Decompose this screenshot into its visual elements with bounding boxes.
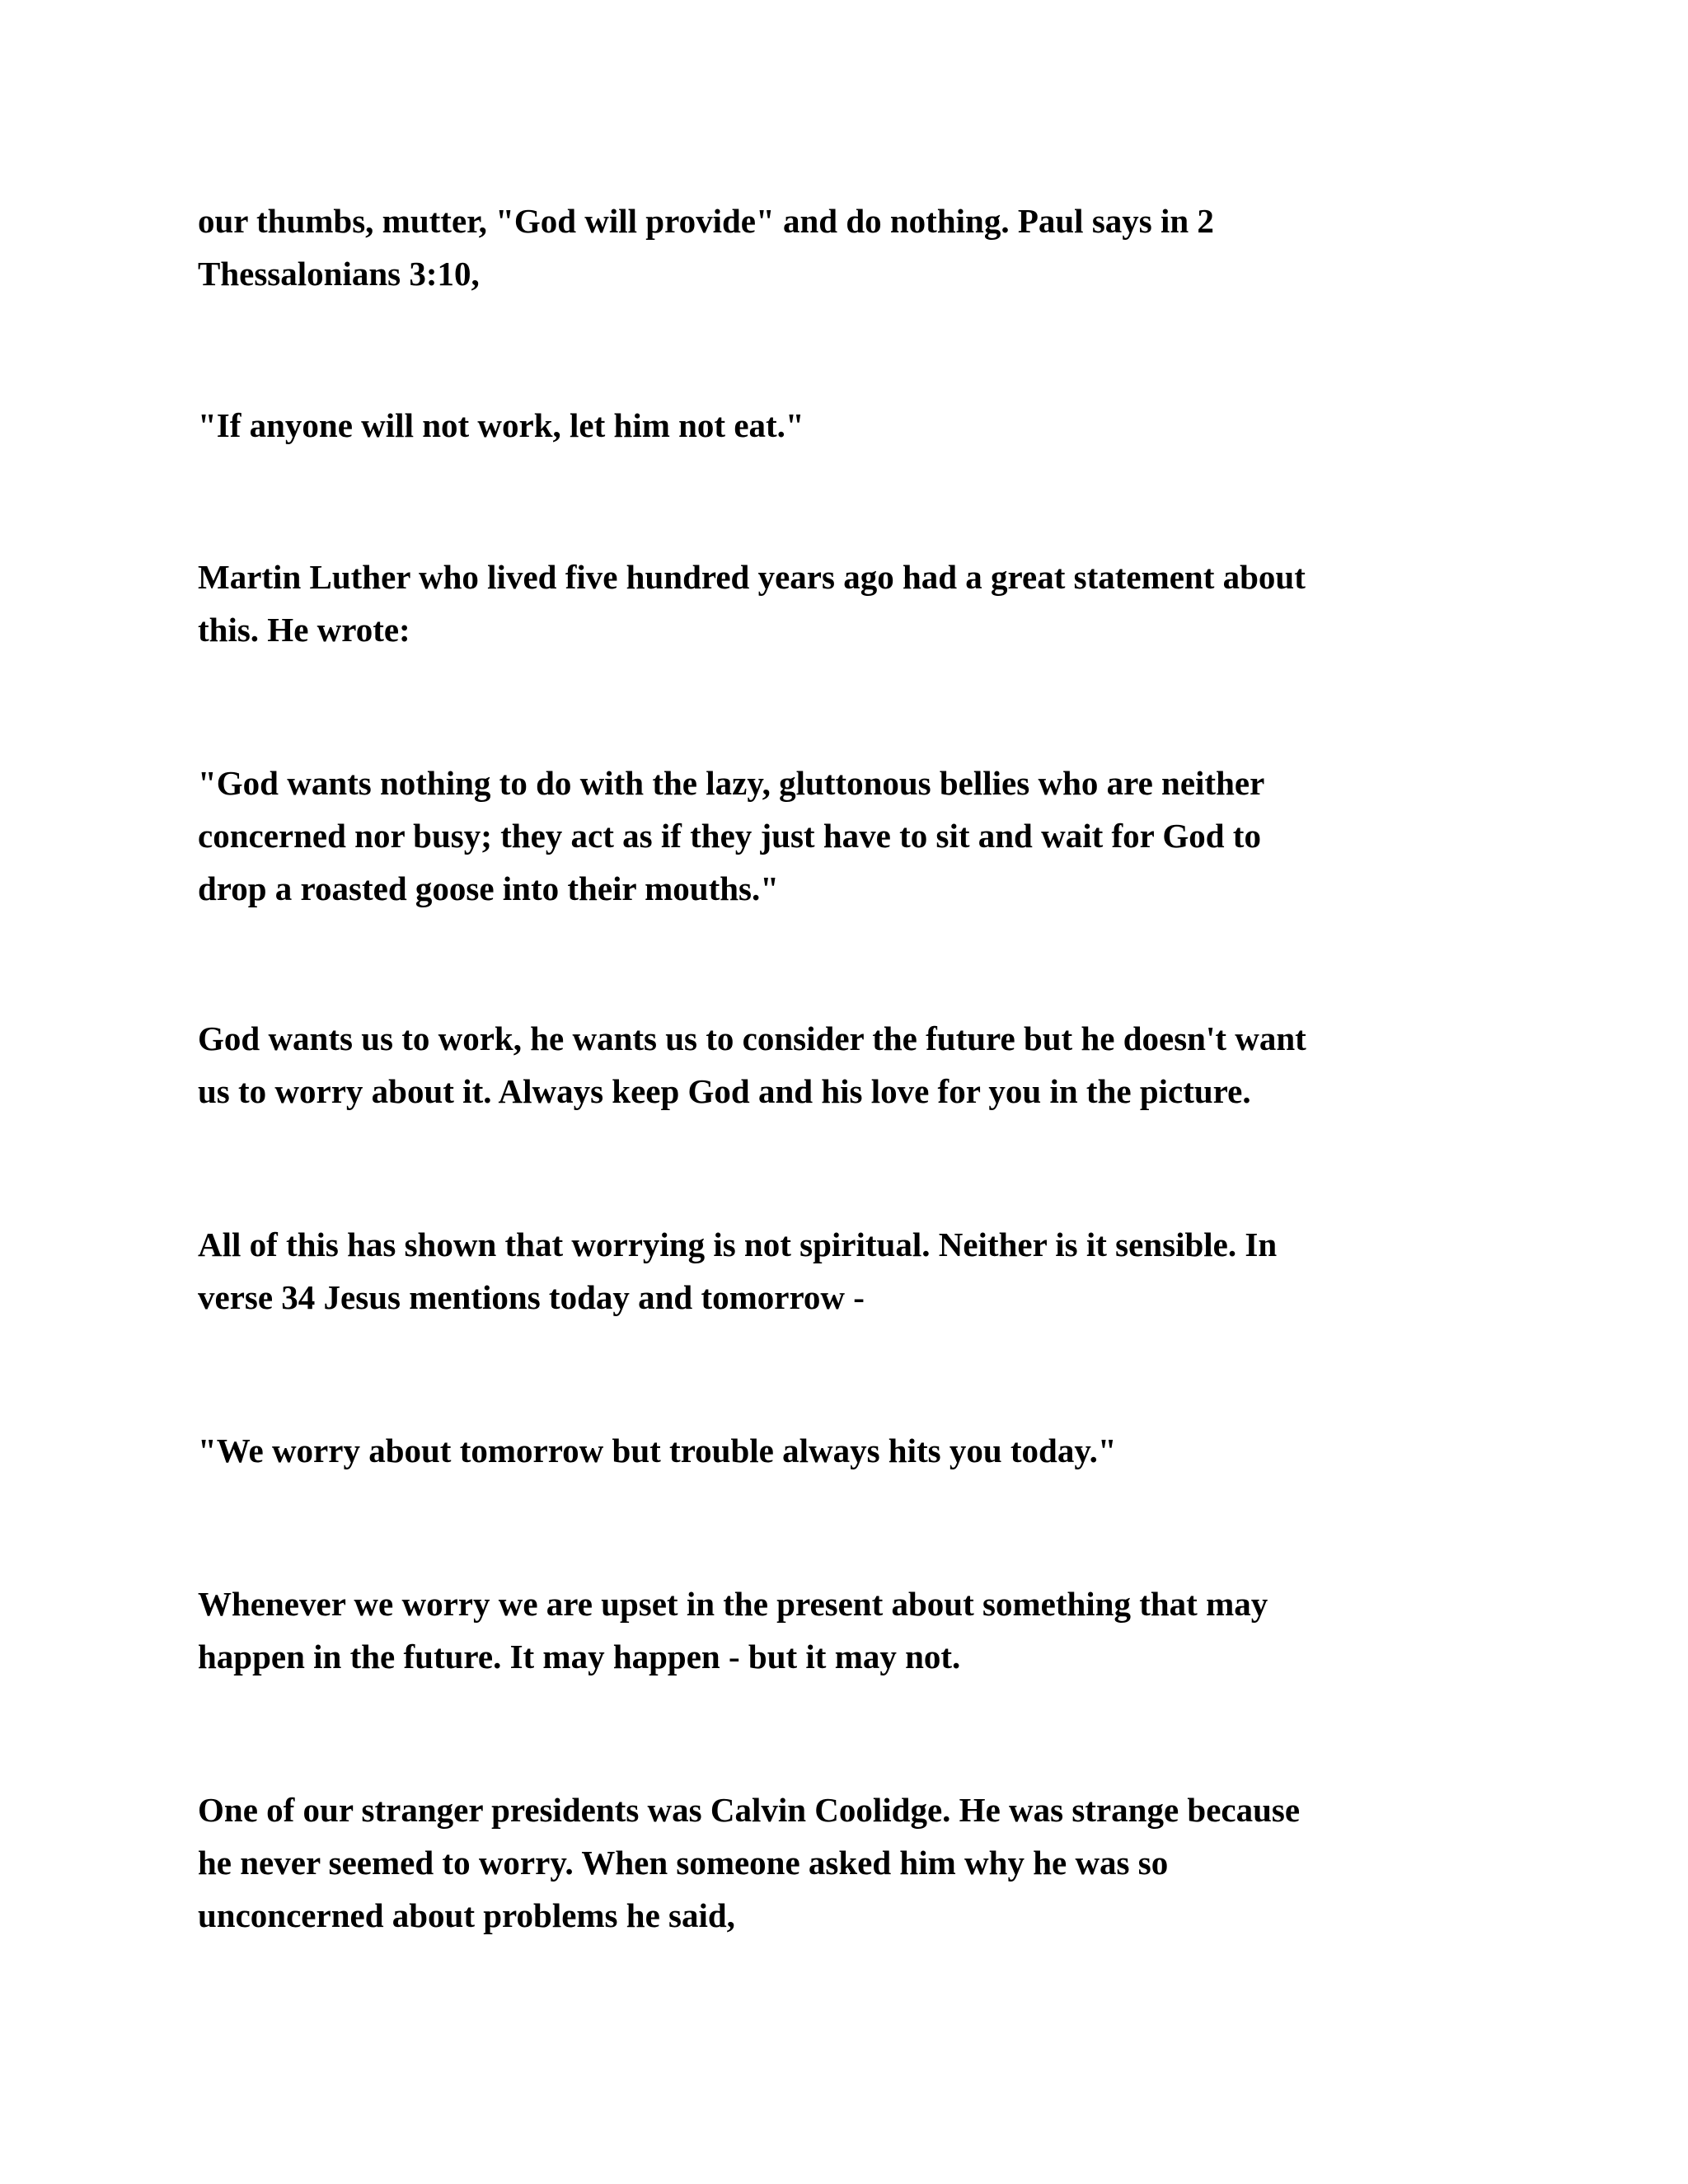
text-line: One of our stranger presidents was Calvin Coolidge. He was strange because bbox=[198, 1791, 1301, 1829]
text-line: drop a roasted goose into their mouths." bbox=[198, 869, 780, 907]
text-line: verse 34 Jesus mentions today and tomorrow - bbox=[198, 1278, 865, 1316]
text-line: "If anyone will not work, let him not eat." bbox=[198, 406, 804, 444]
paragraph-calvin-coolidge bbox=[198, 1783, 1550, 1942]
text-line: concerned nor busy; they act as if they just have to sit and wait for God to bbox=[198, 817, 1261, 855]
paragraph-martin-luther bbox=[198, 551, 1550, 656]
text-line: our thumbs, mutter, "God will provide" and do nothing. Paul says in 2 bbox=[198, 202, 1214, 240]
paragraph-quote-tomorrow bbox=[198, 1424, 1550, 1477]
text-line: "God wants nothing to do with the lazy, gluttonous bellies who are neither bbox=[198, 764, 1265, 802]
text-line: he never seemed to worry. When someone asked him why he was so bbox=[198, 1844, 1169, 1882]
text-line: God wants us to work, he wants us to consider the future but he doesn't want bbox=[198, 1019, 1306, 1057]
text-line: this. He wrote: bbox=[198, 611, 410, 649]
text-line: Thessalonians 3:10, bbox=[198, 255, 480, 293]
paragraph-god-will-provide bbox=[198, 194, 1550, 300]
paragraph-luther-quote bbox=[198, 757, 1550, 915]
paragraph-whenever-we-worry bbox=[198, 1577, 1550, 1683]
text-line: Whenever we worry we are upset in the present about something that may bbox=[198, 1585, 1268, 1623]
text-line: All of this has shown that worrying is not spiritual. Neither is it sensible. In bbox=[198, 1226, 1278, 1263]
text-line: unconcerned about problems he said, bbox=[198, 1896, 735, 1934]
text-line: "We worry about tomorrow but trouble always hits you today." bbox=[198, 1432, 1117, 1469]
text-line: us to worry about it. Always keep God and his love for you in the picture. bbox=[198, 1072, 1251, 1110]
text-line: Martin Luther who lived five hundred years ago had a great statement about bbox=[198, 558, 1306, 596]
paragraph-god-wants-work bbox=[198, 1012, 1550, 1118]
paragraph-quote-work-eat bbox=[198, 399, 1550, 452]
text-line: happen in the future. It may happen - but it may not. bbox=[198, 1638, 961, 1675]
paragraph-worrying-not-spiritual bbox=[198, 1218, 1550, 1324]
